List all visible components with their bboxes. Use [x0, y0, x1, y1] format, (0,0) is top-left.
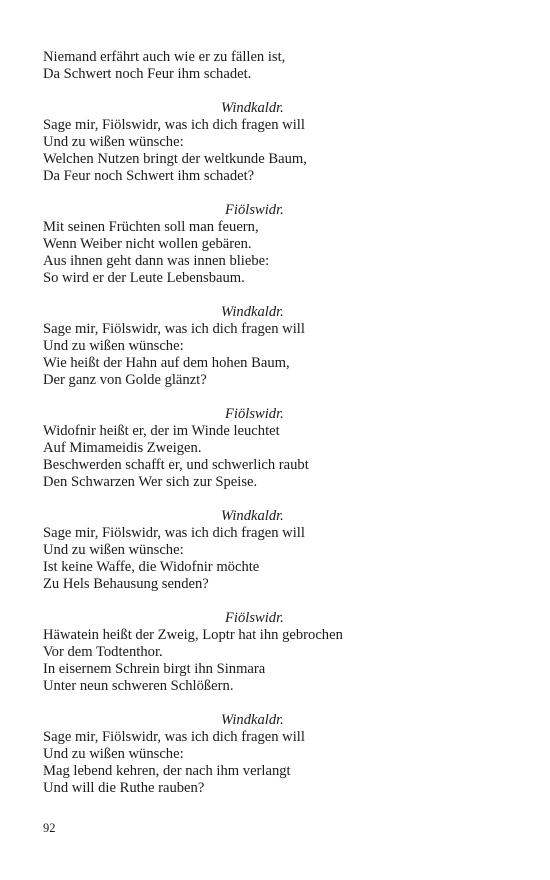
speaker-name: Windkaldr. [221, 304, 284, 320]
verse-line: Unter neun schweren Schlößern. [43, 678, 234, 694]
stanza [43, 610, 513, 695]
speaker-name: Windkaldr. [221, 508, 284, 524]
stanza-intro [43, 49, 513, 83]
verse-line: Den Schwarzen Wer sich zur Speise. [43, 474, 258, 490]
verse-line: Wenn Weiber nicht wollen gebären. [43, 236, 252, 252]
verse-line: Zu Hels Behausung senden? [43, 576, 209, 592]
verse-line: Häwatein heißt der Zweig, Loptr hat ihn gebrochen [43, 627, 343, 643]
verse-line: Da Feur noch Schwert ihm schadet? [43, 168, 255, 184]
speaker-name: Windkaldr. [221, 100, 284, 116]
verse-line: Und zu wißen wünsche: [43, 542, 184, 558]
verse-line: Mit seinen Früchten soll man feuern, [43, 219, 259, 235]
verse-line: Und will die Ruthe rauben? [43, 780, 205, 796]
verse-line: Ist keine Waffe, die Widofnir möchte [43, 559, 260, 575]
verse-line: Widofnir heißt er, der im Winde leuchtet [43, 423, 280, 439]
verse-line: Welchen Nutzen bringt der weltkunde Baum, [43, 151, 307, 167]
verse-line: Und zu wißen wünsche: [43, 746, 184, 762]
poem-text [43, 49, 513, 814]
speaker-name: Fiölswidr. [225, 406, 284, 422]
verse-line: Sage mir, Fiölswidr, was ich dich fragen will [43, 321, 305, 337]
speaker-name: Fiölswidr. [225, 610, 284, 626]
verse-line: Da Schwert noch Feur ihm schadet. [43, 66, 252, 82]
verse-line: Auf Mimameidis Zweigen. [43, 440, 202, 456]
stanza [43, 100, 513, 185]
stanza [43, 508, 513, 593]
stanza [43, 406, 513, 491]
speaker-name: Fiölswidr. [225, 202, 284, 218]
page-number: 92 [43, 821, 56, 835]
verse-line: Sage mir, Fiölswidr, was ich dich fragen will [43, 729, 305, 745]
verse-line: Niemand erfährt auch wie er zu fällen ist, [43, 49, 286, 65]
stanza [43, 304, 513, 389]
verse-line: In eisernem Schrein birgt ihn Sinmara [43, 661, 266, 677]
verse-line: Der ganz von Golde glänzt? [43, 372, 207, 388]
verse-line: Und zu wißen wünsche: [43, 134, 184, 150]
verse-line: Und zu wißen wünsche: [43, 338, 184, 354]
stanza [43, 712, 513, 797]
verse-line: Mag lebend kehren, der nach ihm verlangt [43, 763, 291, 779]
verse-line: So wird er der Leute Lebensbaum. [43, 270, 245, 286]
stanza [43, 202, 513, 287]
verse-line: Wie heißt der Hahn auf dem hohen Baum, [43, 355, 290, 371]
speaker-name: Windkaldr. [221, 712, 284, 728]
verse-line: Aus ihnen geht dann was innen bliebe: [43, 253, 270, 269]
verse-line: Sage mir, Fiölswidr, was ich dich fragen will [43, 117, 305, 133]
verse-line: Beschwerden schafft er, und schwerlich raubt [43, 457, 309, 473]
verse-line: Vor dem Todtenthor. [43, 644, 163, 660]
verse-line: Sage mir, Fiölswidr, was ich dich fragen will [43, 525, 305, 541]
